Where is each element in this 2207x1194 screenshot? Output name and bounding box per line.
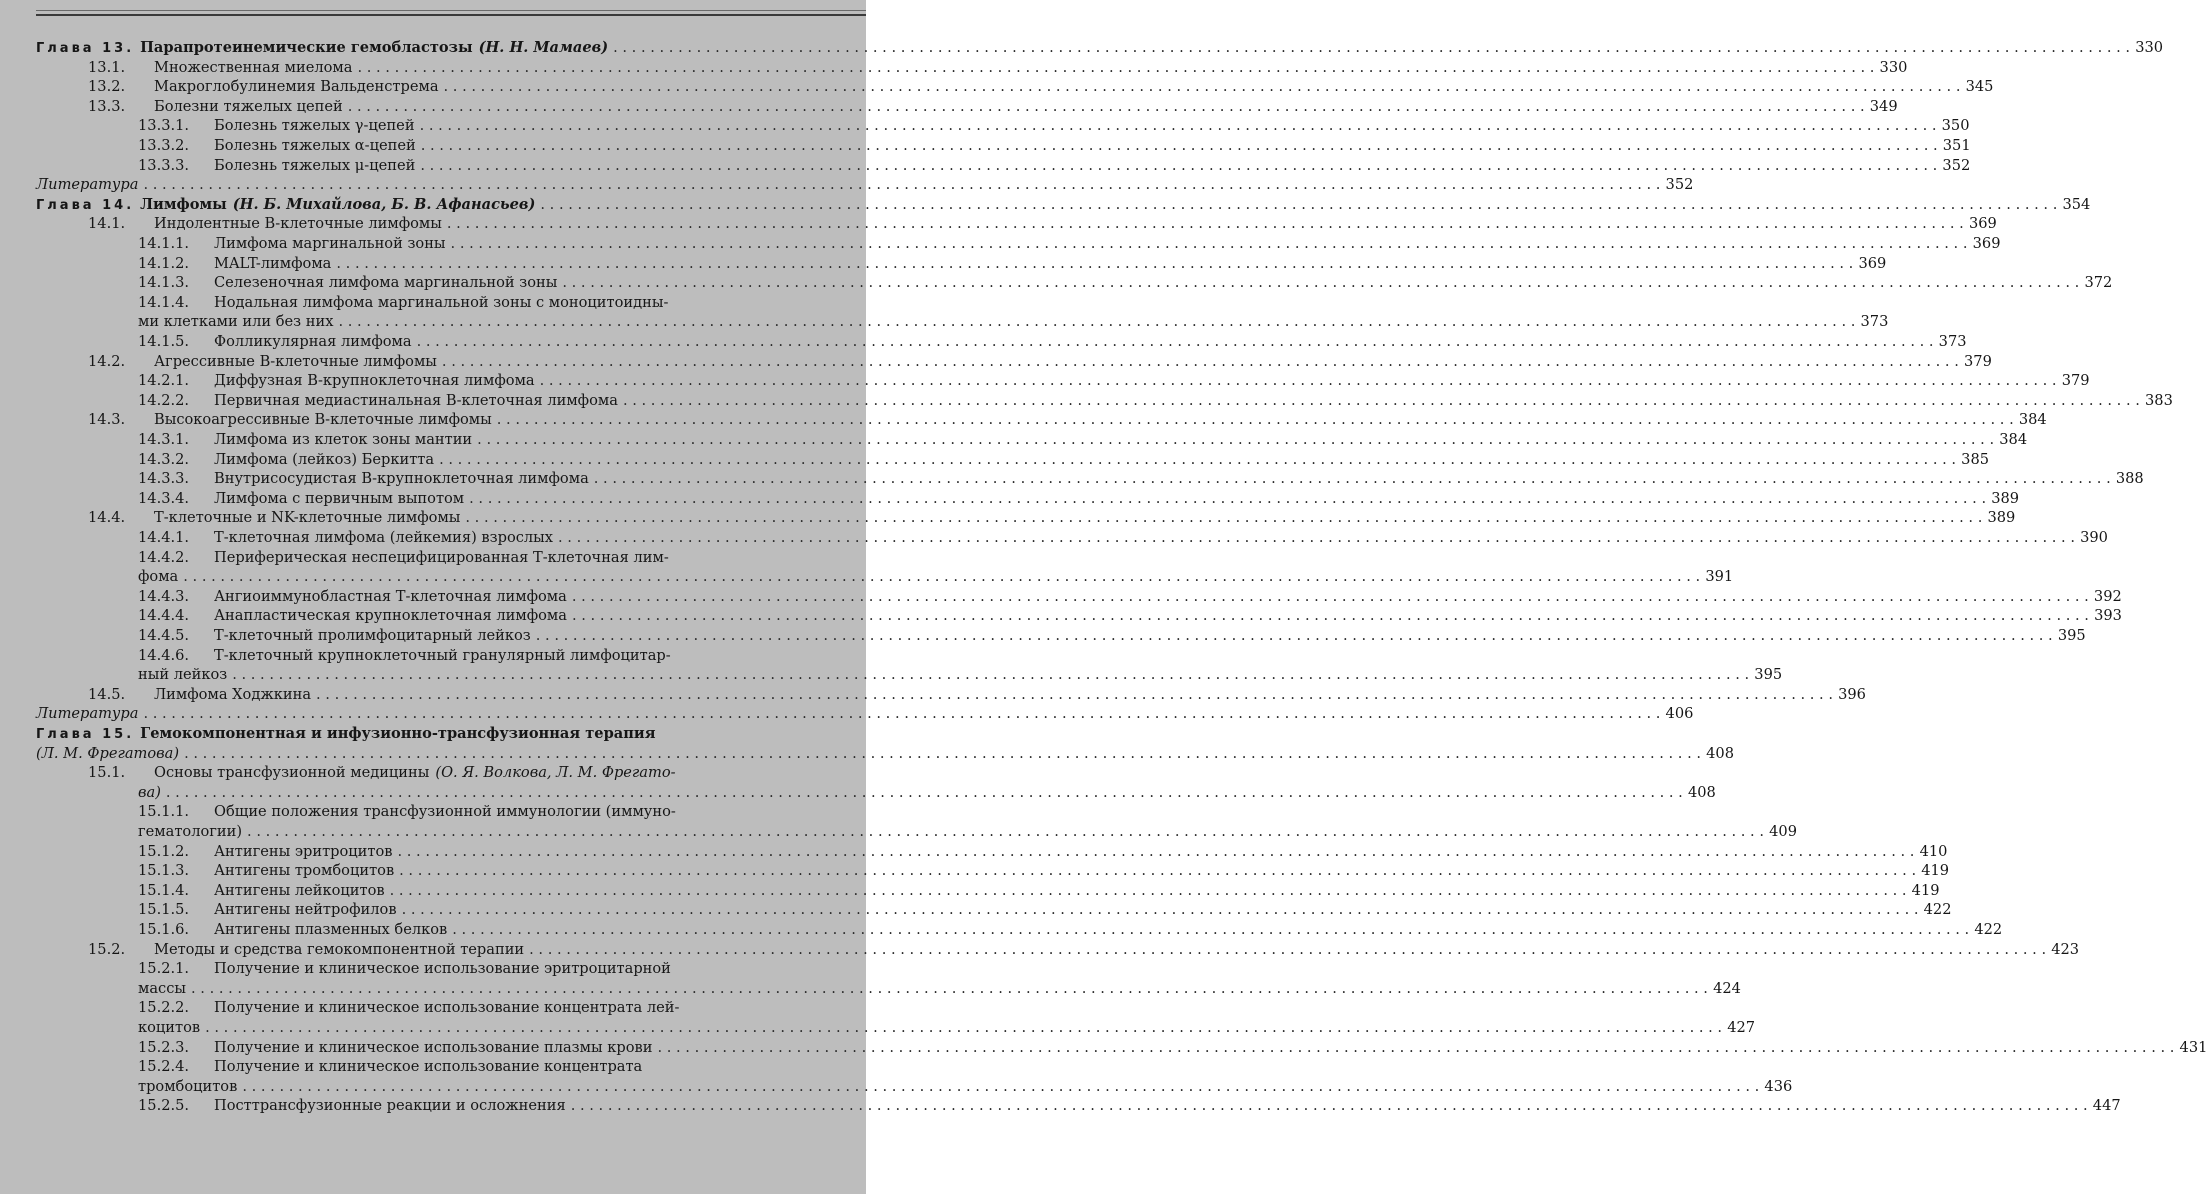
page-number: 447 bbox=[2092, 1097, 2121, 1115]
continued-text: фома bbox=[138, 568, 179, 586]
page-number: 330 bbox=[1879, 58, 1908, 76]
section-title: Антигены эритроцитов bbox=[214, 842, 393, 860]
section-number: 14.2.1. bbox=[138, 372, 190, 390]
leader-dots bbox=[184, 744, 1701, 764]
page-number: 349 bbox=[1869, 97, 1898, 115]
section-number: 15.1.5. bbox=[138, 901, 190, 919]
literature-title: Литература bbox=[36, 176, 139, 194]
toc-line bbox=[88, 214, 1997, 234]
toc-line bbox=[36, 175, 1694, 195]
leader-dots bbox=[439, 450, 1956, 470]
leader-dots bbox=[399, 861, 1916, 881]
toc-line bbox=[36, 704, 1694, 724]
toc-line bbox=[88, 58, 1908, 78]
leader-dots bbox=[143, 704, 1660, 724]
toc-line bbox=[138, 861, 1950, 881]
toc-line bbox=[138, 1057, 768, 1077]
section-title: Агрессивные В-клеточные лимфомы bbox=[154, 352, 437, 370]
page-number: 422 bbox=[1923, 901, 1952, 919]
section-number: 14.4.6. bbox=[138, 646, 190, 664]
chapter-authors: (Л. М. Фрегатова) bbox=[36, 744, 180, 762]
section-number: 14.1.3. bbox=[138, 274, 190, 292]
section-title: Первичная медиастинальная В-клеточная лимфома bbox=[214, 391, 618, 409]
section-title: Болезни тяжелых цепей bbox=[154, 97, 343, 115]
section-number: 14.4.1. bbox=[138, 529, 190, 546]
continued-text: гематологии) bbox=[138, 823, 243, 840]
section-number: 15.2.2. bbox=[138, 999, 190, 1017]
toc-line bbox=[36, 195, 2091, 215]
chapter-title: Парапротеинемические гемобластозы bbox=[140, 39, 473, 56]
leader-dots bbox=[420, 156, 1937, 176]
toc-line bbox=[138, 881, 1940, 901]
page-number: 424 bbox=[1713, 979, 1741, 997]
page-number: 388 bbox=[2115, 470, 2144, 488]
toc-line bbox=[138, 430, 2028, 450]
toc-line bbox=[138, 802, 768, 822]
continued-text: тромбоцитов bbox=[138, 1077, 238, 1095]
section-title: Антигены тромбоцитов bbox=[214, 862, 395, 880]
section-title: Болезнь тяжелых μ-цепей bbox=[214, 156, 416, 174]
section-number: 14.5. bbox=[88, 685, 126, 703]
page-number: 422 bbox=[1974, 921, 2003, 938]
section-number: 13.3. bbox=[88, 97, 126, 115]
page-number: 369 bbox=[1858, 254, 1887, 272]
leader-dots bbox=[571, 1096, 2088, 1116]
page-number: 427 bbox=[1727, 1019, 1756, 1036]
section-title: Селезеночная лимфома маргинальной зоны bbox=[214, 274, 558, 292]
section-title: Получение и клиническое использование концентрата bbox=[214, 1058, 643, 1076]
toc-line bbox=[88, 763, 768, 783]
section-number: 15.2.3. bbox=[138, 1038, 190, 1056]
leader-dots bbox=[447, 214, 1964, 234]
section-title: Т-клеточный пролимфоцитарный лейкоз bbox=[214, 627, 531, 644]
leader-dots bbox=[444, 77, 1961, 97]
section-title: MALT-лимфома bbox=[214, 254, 332, 272]
section-title: Общие положения трансфузионной иммунологии (иммуно- bbox=[214, 803, 676, 821]
toc-line bbox=[138, 234, 2001, 254]
toc-line bbox=[88, 685, 1866, 705]
section-title: Макроглобулинемия Вальденстрема bbox=[154, 78, 439, 96]
toc-line bbox=[88, 508, 2016, 528]
leader-dots bbox=[465, 508, 1982, 528]
leader-dots bbox=[417, 332, 1934, 352]
section-number: 14.1.4. bbox=[138, 293, 190, 311]
toc-line-continued bbox=[138, 567, 1734, 587]
leader-dots bbox=[613, 38, 2130, 58]
toc-line-continued bbox=[138, 665, 1783, 685]
section-number: 14.1.1. bbox=[138, 235, 190, 252]
section-title: Фолликулярная лимфома bbox=[214, 333, 412, 350]
section-title: Диффузная В-крупноклеточная лимфома bbox=[214, 372, 535, 390]
leader-dots bbox=[452, 920, 1969, 940]
section-title: Лимфома с первичным выпотом bbox=[214, 489, 465, 507]
section-number: 15.2.4. bbox=[138, 1058, 190, 1076]
toc-line bbox=[138, 900, 1952, 920]
section-title: Периферическая неспецифицированная Т-клеточная лим- bbox=[214, 548, 669, 566]
leader-dots bbox=[191, 979, 1708, 999]
section-title: Множественная миелома bbox=[154, 58, 353, 76]
page-number: 369 bbox=[1968, 215, 1997, 233]
page-number: 431 bbox=[2179, 1038, 2207, 1056]
section-number: 15.2. bbox=[88, 940, 126, 958]
page-number: 379 bbox=[2061, 372, 2090, 390]
section-title: Антигены нейтрофилов bbox=[214, 901, 397, 919]
toc-line bbox=[138, 116, 1970, 136]
section-number: 14.4.2. bbox=[138, 548, 190, 566]
toc-line bbox=[138, 293, 768, 313]
toc-line-continued bbox=[138, 1018, 1756, 1038]
section-title: Лимфома (лейкоз) Беркитта bbox=[214, 450, 435, 468]
leader-dots bbox=[420, 116, 1937, 136]
section-number: 14.4.4. bbox=[138, 607, 190, 625]
toc-line-continued bbox=[138, 979, 1741, 999]
section-title: Антигены лейкоцитов bbox=[214, 881, 385, 899]
page-number: 391 bbox=[1705, 568, 1734, 586]
page-number: 384 bbox=[1999, 431, 2028, 448]
section-title: Ангиоиммунобластная Т-клеточная лимфома bbox=[214, 587, 567, 605]
toc-line bbox=[138, 450, 1990, 470]
leader-dots bbox=[242, 1077, 1759, 1097]
toc-line bbox=[138, 136, 1971, 156]
page-number: 379 bbox=[1964, 352, 1992, 370]
continued-text: массы bbox=[138, 979, 187, 997]
chapter-authors: (Н. Н. Мамаев) bbox=[478, 39, 609, 56]
leader-dots bbox=[402, 900, 1919, 920]
toc-line bbox=[138, 548, 768, 568]
section-title: Получение и клиническое использование концентрата лей- bbox=[214, 999, 680, 1017]
section-number: 14.3. bbox=[88, 411, 126, 429]
leader-dots bbox=[497, 410, 2014, 430]
section-number: 15.2.5. bbox=[138, 1097, 190, 1115]
page-number: 409 bbox=[1769, 823, 1797, 840]
section-title: Высокоагрессивные В-клеточные лимфомы bbox=[154, 411, 492, 429]
section-number: 14.3.1. bbox=[138, 431, 190, 448]
section-number: 14.1.5. bbox=[138, 333, 190, 350]
toc-line-continued bbox=[138, 1077, 1793, 1097]
page-number: 408 bbox=[1706, 744, 1734, 762]
page-number: 389 bbox=[1991, 489, 2020, 507]
section-number: 14.3.3. bbox=[138, 470, 190, 488]
chapter-title: Гемокомпонентная и инфузионно-трансфузионная терапия bbox=[140, 725, 656, 742]
toc-line-continued bbox=[138, 822, 1797, 842]
leader-dots bbox=[529, 940, 2046, 960]
leader-dots bbox=[540, 371, 2057, 391]
section-title: Получение и клиническое использование эритроцитарной bbox=[214, 960, 671, 978]
chapter-label: Глава 13. bbox=[36, 41, 135, 56]
section-number: 15.1. bbox=[88, 764, 126, 782]
toc-line bbox=[138, 371, 2090, 391]
page-number: 352 bbox=[1942, 156, 1971, 174]
leader-dots bbox=[336, 254, 1853, 274]
section-number: 15.1.4. bbox=[138, 881, 190, 899]
section-number: 14.3.2. bbox=[138, 450, 190, 468]
leader-dots bbox=[348, 97, 1865, 117]
section-number: 14.2.2. bbox=[138, 391, 190, 409]
toc-line bbox=[138, 646, 768, 666]
leader-dots bbox=[594, 469, 2111, 489]
leader-dots bbox=[421, 136, 1938, 156]
leader-dots bbox=[397, 842, 1914, 862]
page-number: 351 bbox=[1942, 137, 1971, 154]
page-number: 345 bbox=[1965, 78, 1994, 96]
toc-line bbox=[88, 77, 1994, 97]
page-number: 330 bbox=[2135, 39, 2164, 56]
page-number: 350 bbox=[1941, 117, 1970, 135]
toc-line bbox=[88, 940, 2080, 960]
toc-line bbox=[138, 920, 2003, 940]
toc-line bbox=[138, 1038, 2207, 1058]
section-title: Т-клеточные и NK-клеточные лимфомы bbox=[154, 509, 461, 527]
section-title: Лимфома маргинальной зоны bbox=[214, 235, 446, 252]
chapter-label: Глава 15. bbox=[36, 727, 135, 742]
toc-line bbox=[88, 97, 1898, 117]
page-number: 389 bbox=[1987, 509, 2016, 527]
page-number: 373 bbox=[1860, 313, 1889, 331]
section-title: Антигены плазменных белков bbox=[214, 921, 448, 938]
chapter-label: Глава 14. bbox=[36, 197, 135, 213]
section-number: 13.2. bbox=[88, 78, 126, 96]
section-number: 14.2. bbox=[88, 352, 126, 370]
leader-dots bbox=[562, 273, 2079, 293]
section-number: 13.3.2. bbox=[138, 137, 190, 154]
chapter-title: Лимфомы bbox=[140, 195, 227, 213]
leader-dots bbox=[657, 1038, 2174, 1058]
leader-dots bbox=[540, 195, 2057, 215]
toc-line bbox=[138, 254, 1887, 274]
page-number: 383 bbox=[2145, 391, 2173, 409]
leader-dots bbox=[536, 626, 2053, 646]
section-number: 15.1.3. bbox=[138, 862, 190, 880]
toc-line-continued bbox=[138, 312, 1889, 332]
page-number: 396 bbox=[1838, 685, 1866, 703]
toc-line bbox=[138, 998, 768, 1018]
section-number: 14.1. bbox=[88, 215, 126, 233]
leader-dots bbox=[477, 430, 1994, 450]
page-number: 392 bbox=[2093, 587, 2122, 605]
section-number: 15.2.1. bbox=[138, 960, 190, 978]
section-number: 14.4. bbox=[88, 509, 126, 527]
section-title: Посттрансфузионные реакции и осложнения bbox=[214, 1097, 566, 1115]
leader-dots bbox=[357, 58, 1874, 78]
section-number: 13.1. bbox=[88, 58, 126, 76]
leader-dots bbox=[442, 352, 1959, 372]
section-title: Внутрисосудистая В-крупноклеточная лимфома bbox=[214, 470, 589, 488]
page-number: 408 bbox=[1687, 783, 1716, 801]
toc-line bbox=[88, 352, 1992, 372]
toc-line bbox=[36, 724, 768, 744]
toc-line bbox=[138, 528, 2108, 548]
leader-dots bbox=[247, 822, 1764, 842]
toc-line bbox=[138, 156, 1971, 176]
toc-line bbox=[138, 332, 1967, 352]
leader-dots bbox=[572, 587, 2089, 607]
toc-line-continued bbox=[36, 744, 1734, 764]
section-title: Лимфома из клеток зоны мантии bbox=[214, 431, 473, 448]
page-number: 419 bbox=[1921, 862, 1950, 880]
section-title: Болезнь тяжелых α-цепей bbox=[214, 137, 416, 154]
continued-text: ный лейкоз bbox=[138, 666, 228, 684]
section-number: 14.3.4. bbox=[138, 489, 190, 507]
continued-text: ва) bbox=[138, 783, 161, 801]
continued-text: ми клетками или без них bbox=[138, 313, 334, 331]
toc-line bbox=[36, 38, 2164, 58]
leader-dots bbox=[232, 665, 1749, 685]
section-title: Лимфома Ходжкина bbox=[154, 685, 312, 703]
leader-dots bbox=[316, 685, 1833, 705]
leader-dots bbox=[143, 175, 1660, 195]
leader-dots bbox=[623, 391, 2140, 411]
toc-line bbox=[88, 410, 2047, 430]
page-number: 373 bbox=[1938, 333, 1967, 350]
leader-dots bbox=[205, 1018, 1722, 1038]
section-number: 15.1.1. bbox=[138, 803, 190, 821]
section-title: Получение и клиническое использование плазмы крови bbox=[214, 1038, 653, 1056]
section-title: Анапластическая крупноклеточная лимфома bbox=[214, 607, 567, 625]
section-title: Основы трансфузионной медицины bbox=[154, 764, 430, 782]
page-number: 384 bbox=[2018, 411, 2047, 429]
page-number: 393 bbox=[2094, 607, 2122, 625]
toc-line bbox=[138, 273, 2113, 293]
literature-title: Литература bbox=[36, 705, 139, 723]
page-number: 395 bbox=[1754, 666, 1783, 684]
continued-text: коцитов bbox=[138, 1019, 201, 1036]
toc-line bbox=[138, 469, 2144, 489]
page-number: 395 bbox=[2057, 627, 2086, 644]
leader-dots bbox=[451, 234, 1968, 254]
leader-dots bbox=[183, 567, 1700, 587]
page-number: 406 bbox=[1665, 705, 1694, 723]
leader-dots bbox=[390, 881, 1907, 901]
page-number: 419 bbox=[1911, 881, 1940, 899]
toc-line bbox=[138, 842, 1948, 862]
section-number: 15.1.2. bbox=[138, 842, 190, 860]
section-title: Т-клеточный крупноклеточный гранулярный лимфоцитар- bbox=[214, 646, 671, 664]
toc-line bbox=[138, 959, 768, 979]
page-number: 385 bbox=[1961, 450, 1990, 468]
page-number: 423 bbox=[2051, 940, 2080, 958]
section-title: Т-клеточная лимфома (лейкемия) взрослых bbox=[214, 529, 554, 546]
page-number: 436 bbox=[1764, 1077, 1793, 1095]
page-number: 369 bbox=[1972, 235, 2001, 252]
page-number: 354 bbox=[2062, 195, 2091, 213]
page-number: 390 bbox=[2080, 529, 2108, 546]
section-title: Индолентные В-клеточные лимфомы bbox=[154, 215, 442, 233]
page-number: 410 bbox=[1919, 842, 1948, 860]
section-number: 15.1.6. bbox=[138, 921, 190, 938]
leader-dots bbox=[558, 528, 2075, 548]
toc-line bbox=[138, 391, 2173, 411]
section-title: Нодальная лимфома маргинальной зоны с моноцитоидны- bbox=[214, 293, 669, 311]
toc-line-continued bbox=[138, 783, 1716, 803]
leader-dots bbox=[572, 606, 2089, 626]
section-authors: (О. Я. Волкова, Л. М. Фрегато- bbox=[435, 764, 676, 782]
section-number: 14.1.2. bbox=[138, 254, 190, 272]
leader-dots bbox=[469, 489, 1986, 509]
toc-line bbox=[138, 489, 2020, 509]
toc-line bbox=[138, 626, 2086, 646]
section-number: 13.3.3. bbox=[138, 156, 190, 174]
section-number: 13.3.1. bbox=[138, 117, 190, 135]
leader-dots bbox=[338, 312, 1855, 332]
chapter-authors: (Н. Б. Михайлова, Б. В. Афанасьев) bbox=[232, 195, 536, 213]
section-title: Методы и средства гемокомпонентной терапии bbox=[154, 940, 525, 958]
section-number: 14.4.3. bbox=[138, 587, 190, 605]
section-title: Болезнь тяжелых γ-цепей bbox=[214, 117, 415, 135]
section-number: 14.4.5. bbox=[138, 627, 190, 644]
page-number: 372 bbox=[2084, 274, 2113, 292]
toc-line bbox=[138, 1096, 2121, 1116]
leader-dots bbox=[166, 783, 1683, 803]
toc-line bbox=[138, 606, 2122, 626]
toc-line bbox=[138, 587, 2122, 607]
page-number: 352 bbox=[1665, 176, 1694, 194]
